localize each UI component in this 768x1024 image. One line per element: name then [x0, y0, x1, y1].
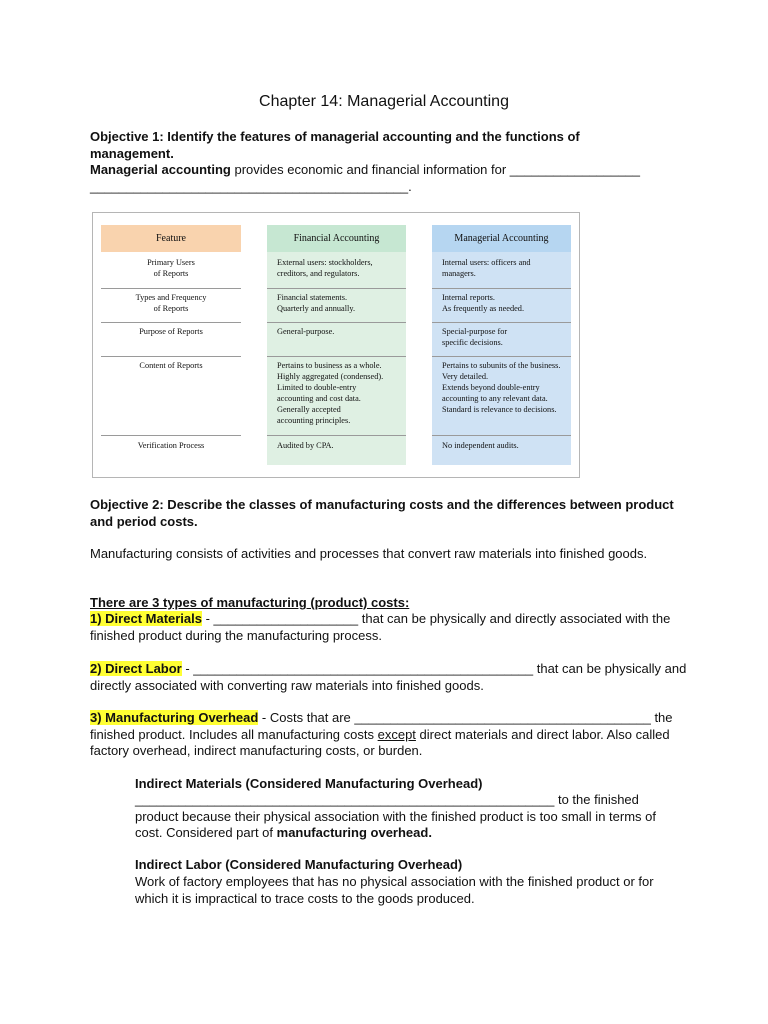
row-divider — [432, 435, 571, 436]
row-divider — [101, 356, 241, 357]
financial-cell: Pertains to business as a whole. Highly aggregated (condensed). Limited to double-entry accounting and cost data. Generally accepted accounting principles. — [277, 361, 384, 425]
indirect-materials-text: __________________________________________________________ to the finished product because their physical association with the finished product is too small in terms of cost. Considered part of — [135, 792, 656, 840]
direct-labor-text: - _______________________________________________ that can be physically and directly associated with converting raw materials into finished goods. — [90, 661, 687, 693]
direct-materials-paragraph — [90, 611, 690, 644]
objective2-heading: Objective 2: Describe the classes of manufacturing costs and the differences between product and period costs. — [90, 497, 674, 529]
comparison-table-figure — [92, 212, 580, 478]
feature-cell: Verification Process — [137, 441, 205, 450]
direct-labor-label: 2) Direct Labor — [90, 661, 182, 676]
manufacturing-overhead-term: manufacturing overhead. — [276, 825, 432, 840]
manufacturing-overhead-text-end: direct materials and direct labor. Also called factory overhead, indirect manufacturing costs, or burden. — [90, 726, 670, 758]
indirect-materials-paragraph — [135, 792, 680, 842]
managerial-cell: Internal users: officers and managers. — [442, 258, 531, 278]
row-divider — [267, 356, 406, 357]
manufacturing-overhead-label: 3) Manufacturing Overhead — [90, 710, 259, 725]
row-divider — [267, 322, 406, 323]
row-divider — [432, 356, 571, 357]
objective1-text: provides economic and financial information for __________________ — [230, 162, 640, 177]
cost-types-heading: There are 3 types of manufacturing (product) costs: — [90, 595, 410, 610]
objective1-paragraph — [90, 162, 690, 195]
row-divider — [101, 435, 241, 436]
row-divider — [432, 288, 571, 289]
managerial-cell: Pertains to subunits of the business. Very detailed. Extends beyond double-entry accounting to any relevant data. Standard is relevance to decisions. — [442, 361, 561, 414]
feature-cell: Purpose of Reports — [139, 327, 203, 336]
feature-header: Feature — [101, 225, 241, 252]
indirect-materials-heading: Indirect Materials (Considered Manufacturing Overhead) — [135, 776, 483, 791]
row-divider — [101, 288, 241, 289]
feature-column — [101, 225, 241, 465]
feature-cell: Types and Frequency of Reports — [135, 293, 207, 313]
financial-cell: Financial statements. Quarterly and annually. — [277, 293, 356, 313]
objective1-blank: ____________________________________________. — [90, 178, 412, 194]
financial-cell: Audited by CPA. — [277, 441, 334, 450]
managerial-cell: No independent audits. — [442, 441, 519, 450]
direct-labor-paragraph — [90, 661, 690, 694]
objective1-heading: Objective 1: Identify the features of managerial accounting and the functions of management. — [90, 129, 580, 161]
financial-cell: General-purpose. — [277, 327, 335, 336]
manufacturing-intro: Manufacturing consists of activities and processes that convert raw materials into finished goods. — [90, 546, 648, 561]
managerial-cell: Special-purpose for specific decisions. — [442, 327, 508, 347]
row-divider — [267, 435, 406, 436]
managerial-cell: Internal reports. As frequently as needed. — [442, 293, 525, 313]
manufacturing-overhead-text: - Costs that are _________________________________________ the finished product. Includes all manufacturing costs — [90, 710, 673, 742]
direct-materials-label: 1) Direct Materials — [90, 611, 202, 626]
financial-accounting-header: Financial Accounting — [267, 225, 406, 252]
direct-materials-text: - ____________________ that can be physically and directly associated with the finished product during the manufacturing process. — [90, 611, 671, 643]
row-divider — [101, 322, 241, 323]
indirect-labor-text: Work of factory employees that has no physical association with the finished product or for which it is impractical to trace costs to the goods produced. — [135, 874, 654, 906]
page-title: Chapter 14: Managerial Accounting — [259, 93, 509, 110]
managerial-accounting-term: Managerial accounting — [90, 162, 231, 177]
except-word: except — [377, 726, 416, 742]
row-divider — [432, 322, 571, 323]
managerial-accounting-column — [432, 225, 571, 465]
indirect-labor-heading: Indirect Labor (Considered Manufacturing Overhead) — [135, 857, 463, 872]
feature-cell: Primary Users of Reports — [147, 258, 195, 278]
managerial-accounting-header: Managerial Accounting — [432, 225, 571, 252]
manufacturing-overhead-paragraph — [90, 710, 690, 760]
financial-cell: External users: stockholders, creditors, and regulators. — [277, 258, 373, 278]
financial-accounting-column — [267, 225, 406, 465]
row-divider — [267, 288, 406, 289]
feature-cell: Content of Reports — [139, 361, 203, 370]
